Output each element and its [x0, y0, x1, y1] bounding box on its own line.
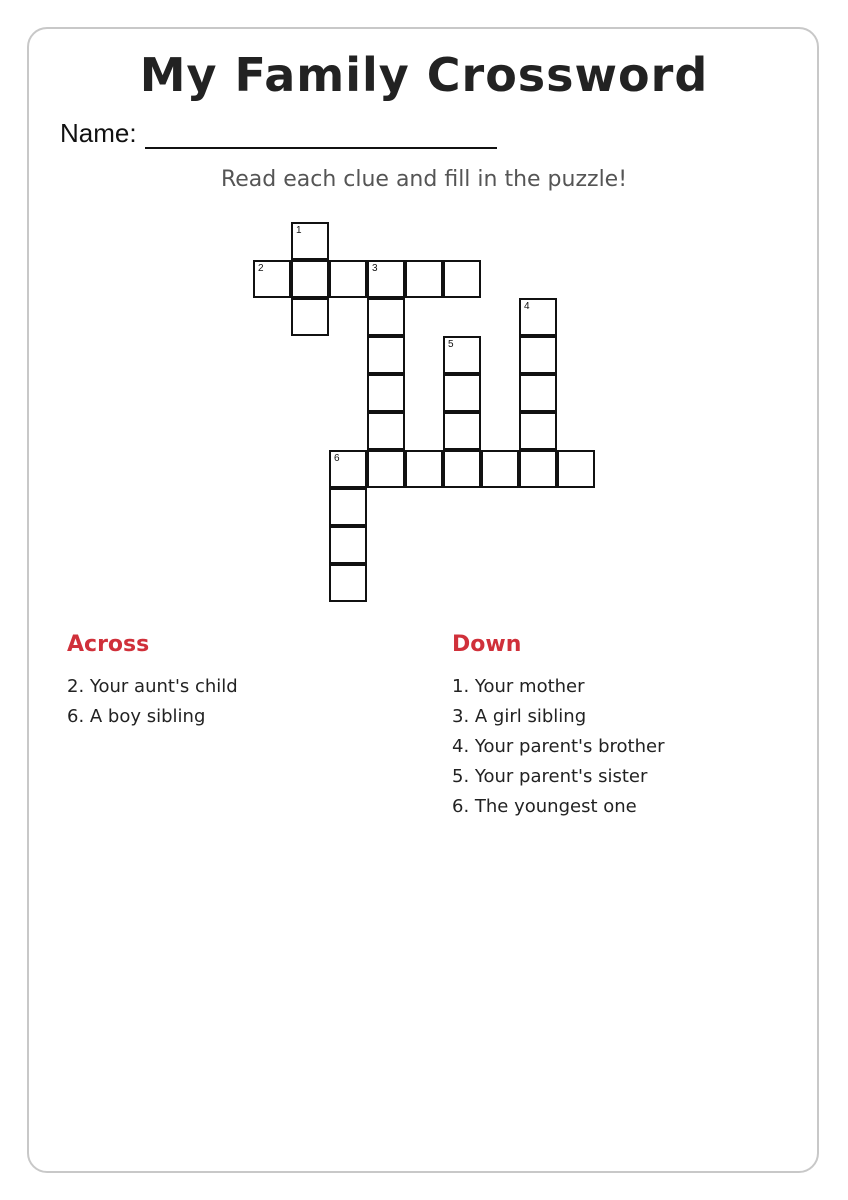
worksheet-border — [27, 27, 819, 1173]
crossword-cell[interactable] — [329, 450, 367, 488]
crossword-cell[interactable] — [367, 260, 405, 298]
clue-number: 1 — [296, 225, 302, 236]
clue-number: 6 — [334, 453, 340, 464]
page-title: My Family Crossword — [139, 48, 709, 102]
crossword-cell[interactable] — [291, 260, 329, 298]
crossword-cell[interactable] — [519, 336, 557, 374]
clue-item: 6. A boy sibling — [67, 706, 206, 727]
clue-item: 5. Your parent's sister — [452, 766, 648, 787]
clue-item: 3. A girl sibling — [452, 706, 587, 727]
crossword-cell[interactable] — [405, 450, 443, 488]
clue-item: 6. The youngest one — [452, 796, 637, 817]
name-row — [60, 118, 497, 149]
clue-item: 2. Your aunt's child — [67, 676, 238, 697]
crossword-cell[interactable] — [367, 374, 405, 412]
crossword-cell[interactable] — [443, 260, 481, 298]
crossword-cell[interactable] — [443, 336, 481, 374]
crossword-cell[interactable] — [443, 412, 481, 450]
name-label: Name: — [60, 118, 137, 148]
crossword-cell[interactable] — [367, 412, 405, 450]
crossword-cell[interactable] — [329, 260, 367, 298]
clue-item: 4. Your parent's brother — [452, 736, 665, 757]
crossword-cell[interactable] — [329, 526, 367, 564]
clue-number: 3 — [372, 263, 378, 274]
crossword-cell[interactable] — [519, 374, 557, 412]
down-clues — [452, 632, 664, 822]
crossword-cell[interactable] — [367, 336, 405, 374]
crossword-cell[interactable] — [405, 260, 443, 298]
crossword-cell[interactable] — [443, 374, 481, 412]
crossword-cell[interactable] — [481, 450, 519, 488]
name-field[interactable] — [145, 121, 497, 149]
crossword-cell[interactable] — [253, 260, 291, 298]
crossword-cell[interactable] — [443, 450, 481, 488]
crossword-cell[interactable] — [329, 564, 367, 602]
crossword-cell[interactable] — [329, 488, 367, 526]
down-heading: Down — [452, 632, 522, 657]
clue-item: 1. Your mother — [452, 676, 585, 697]
clue-number: 2 — [258, 263, 264, 274]
crossword-cell[interactable] — [519, 450, 557, 488]
crossword-cell[interactable] — [519, 298, 557, 336]
crossword-cell[interactable] — [291, 298, 329, 336]
crossword-cell[interactable] — [367, 298, 405, 336]
clue-number: 5 — [448, 339, 454, 350]
crossword-cell[interactable] — [291, 222, 329, 260]
across-clues — [67, 632, 238, 732]
across-heading: Across — [67, 632, 150, 657]
clue-number: 4 — [524, 301, 530, 312]
instruction-text: Read each clue and fill in the puzzle! — [220, 167, 628, 192]
crossword-cell[interactable] — [519, 412, 557, 450]
crossword-cell[interactable] — [557, 450, 595, 488]
crossword-cell[interactable] — [367, 450, 405, 488]
